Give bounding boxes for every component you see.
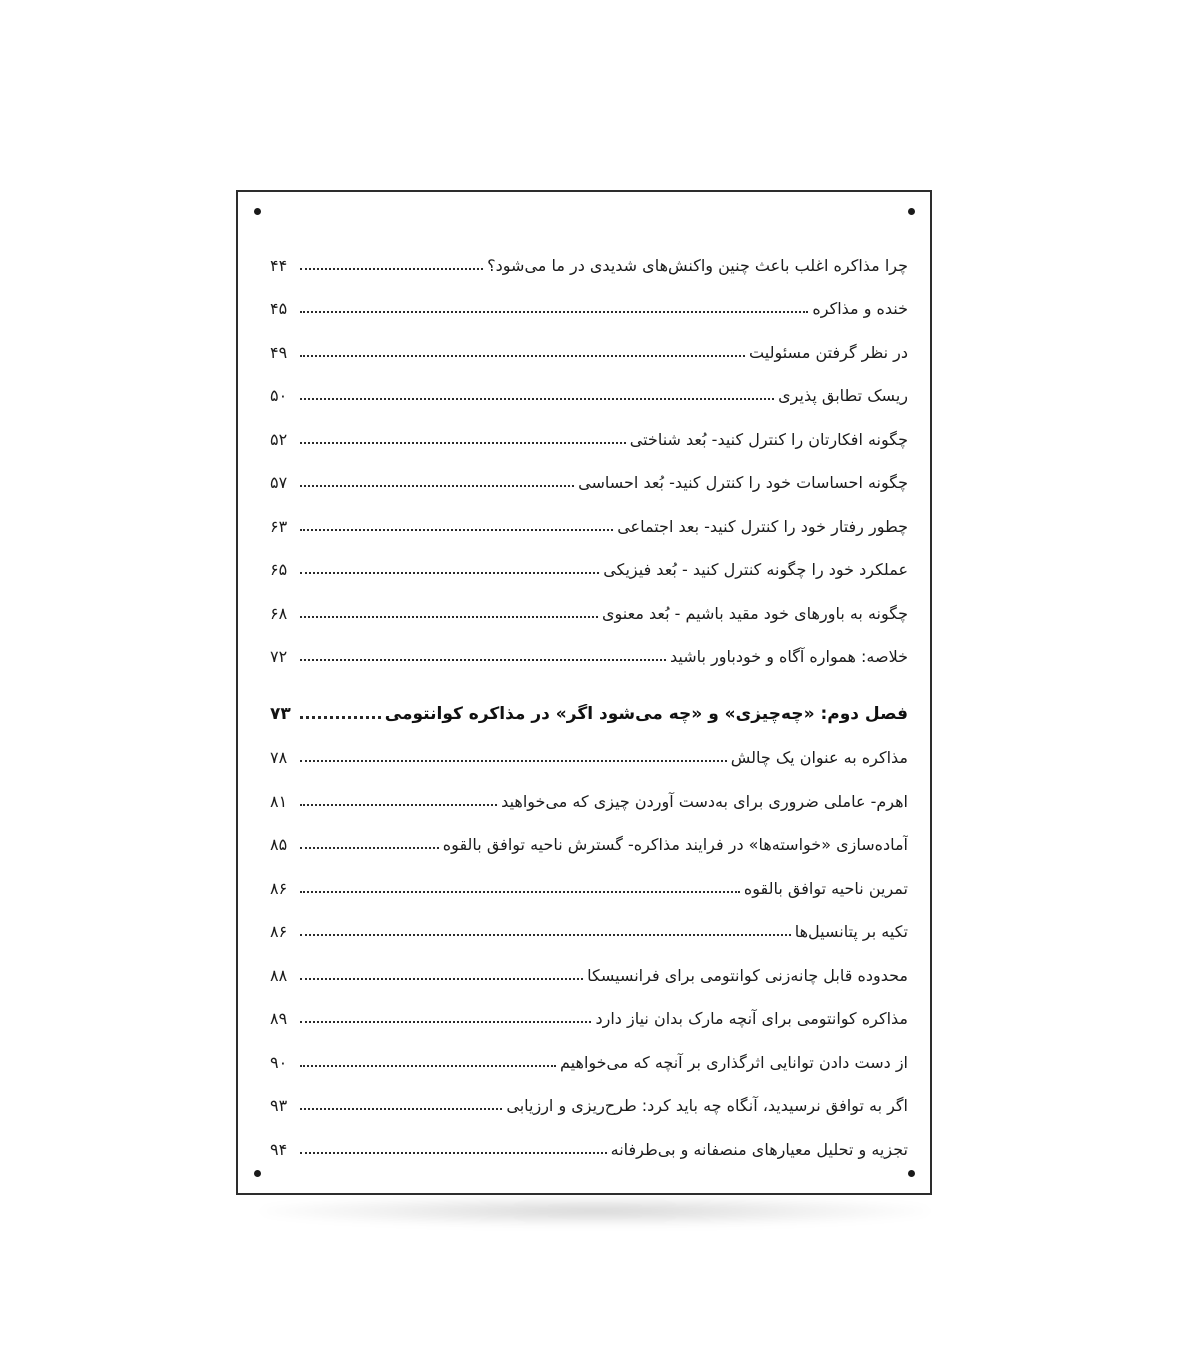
toc-page-number: ۵۷ [270, 473, 288, 492]
toc-page-number: ۶۸ [270, 603, 288, 623]
toc-entry [270, 367, 908, 411]
toc-page-number: ۷۸ [270, 748, 288, 767]
toc-dot-leader [300, 978, 583, 980]
toc-entry [270, 816, 908, 860]
toc-entry [270, 584, 908, 628]
toc-dot-leader [300, 847, 439, 849]
toc-dot-leader [300, 616, 598, 618]
toc-page-number: ۹۰ [270, 1052, 288, 1072]
page-shadow [262, 1196, 928, 1226]
toc-page-number: ۵۰ [270, 386, 288, 405]
toc-page-number: ۸۸ [270, 965, 288, 985]
toc-chapter-heading [270, 685, 908, 729]
toc-page-number: ۴۵ [270, 299, 288, 318]
toc-dot-leader [300, 716, 381, 719]
toc-page-number: ۸۹ [270, 1009, 288, 1028]
toc-entry-title: عملکرد خود را چگونه کنترل کنید - بُعد فیزیکی [603, 560, 908, 579]
toc-page-number: ۴۹ [270, 342, 288, 362]
toc-dot-leader [300, 572, 599, 574]
toc-dot-leader [300, 804, 497, 806]
toc-entry [270, 497, 908, 541]
toc-entry-title: فصل دوم: «چه‌چیزی» و «چه می‌شود اگر» در مذاکره کوانتومی [384, 703, 908, 724]
toc-page-number: ۹۳ [270, 1096, 288, 1115]
toc-dot-leader [300, 1108, 502, 1110]
toc-entry [270, 410, 908, 454]
toc-dot-leader [300, 398, 774, 400]
toc-dot-leader [300, 1152, 607, 1154]
toc-dot-leader [300, 760, 727, 762]
toc-entry-title: چطور رفتار خود را کنترل کنید- بعد اجتماعی [617, 516, 908, 536]
toc-entry [270, 323, 908, 367]
toc-entry-title: خنده و مذاکره [812, 299, 908, 318]
corner-dot-icon [254, 208, 261, 215]
toc-page-number: ۸۶ [270, 922, 288, 941]
toc-dot-leader [300, 659, 666, 661]
toc-dot-leader [300, 311, 808, 313]
toc-page-number: ۴۴ [270, 255, 288, 275]
toc-entry-title: تمرین ناحیه توافق بالقوه [743, 878, 908, 898]
toc-dot-leader [300, 529, 613, 531]
corner-dot-icon [254, 1170, 261, 1177]
toc-entry-title: تکیه بر پتانسیل‌ها [794, 922, 908, 941]
toc-entry-title: چرا مذاکره اغلب باعث چنین واکنش‌های شدیدی در ما می‌شود؟ [487, 255, 908, 275]
toc-entry [270, 628, 908, 672]
table-of-contents [270, 236, 908, 1164]
toc-entry [270, 729, 908, 773]
corner-dot-icon [908, 208, 915, 215]
toc-page-number: ۸۱ [270, 791, 288, 811]
toc-entry-title: آماده‌سازی «خواسته‌ها» در فرایند مذاکره- گسترش ناحیه توافق بالقوه [442, 835, 908, 854]
toc-entry [270, 454, 908, 498]
toc-entry [270, 990, 908, 1034]
toc-entry-title: اگر به توافق نرسیدید، آنگاه چه باید کرد: طرح‌ریزی و ارزیابی [506, 1096, 908, 1115]
toc-dot-leader [300, 1021, 591, 1023]
corner-dot-icon [908, 1170, 915, 1177]
toc-entry [270, 859, 908, 903]
toc-entry [270, 946, 908, 990]
toc-entry [270, 1033, 908, 1077]
toc-dot-leader [300, 442, 626, 444]
toc-dot-leader [300, 485, 574, 487]
toc-entry-title: اهرم- عاملی ضروری برای به‌دست آوردن چیزی که می‌خواهید [501, 791, 908, 811]
toc-entry [270, 1077, 908, 1121]
toc-entry-title: چگونه به باورهای خود مقید باشیم - بُعد معنوی [602, 603, 908, 623]
toc-page-number: ۸۶ [270, 878, 288, 898]
toc-entry-title: چگونه احساسات خود را کنترل کنید- بُعد احساسی [578, 473, 908, 492]
toc-entry-title: تجزیه و تحلیل معیارهای منصفانه و بی‌طرفانه [610, 1139, 908, 1159]
toc-dot-leader [300, 891, 740, 893]
toc-entry-title: محدوده قابل چانه‌زنی کوانتومی برای فرانسیسکا [587, 965, 908, 985]
toc-entry-title: مذاکره کوانتومی برای آنچه مارک بدان نیاز دارد [595, 1009, 908, 1028]
toc-page-number: ۷۲ [270, 647, 288, 666]
toc-page-number: ۷۳ [270, 703, 291, 724]
toc-dot-leader [300, 355, 745, 357]
toc-dot-leader [300, 268, 483, 270]
toc-page-number: ۶۳ [270, 516, 288, 536]
toc-entry [270, 541, 908, 585]
toc-entry [270, 280, 908, 324]
toc-entry [270, 772, 908, 816]
toc-entry-title: خلاصه: همواره آگاه و خودباور باشید [670, 647, 908, 666]
toc-entry [270, 236, 908, 280]
toc-page-number: ۶۵ [270, 560, 288, 579]
toc-entry-title: از دست دادن توانایی اثرگذاری بر آنچه که می‌خواهیم [560, 1052, 908, 1072]
toc-dot-leader [300, 934, 791, 936]
toc-entry-title: چگونه افکارتان را کنترل کنید- بُعد شناختی [629, 429, 908, 449]
toc-entry-title: ریسک تطابق پذیری [778, 386, 908, 405]
toc-page-number: ۹۴ [270, 1139, 288, 1159]
toc-page-number: ۸۵ [270, 835, 288, 854]
toc-entry-title: در نظر گرفتن مسئولیت [749, 342, 908, 362]
toc-dot-leader [300, 1065, 556, 1067]
toc-entry [270, 1120, 908, 1164]
book-page [236, 190, 932, 1195]
toc-page-number: ۵۲ [270, 429, 288, 449]
toc-entry [270, 903, 908, 947]
toc-entry-title: مذاکره به عنوان یک چالش [730, 748, 908, 767]
